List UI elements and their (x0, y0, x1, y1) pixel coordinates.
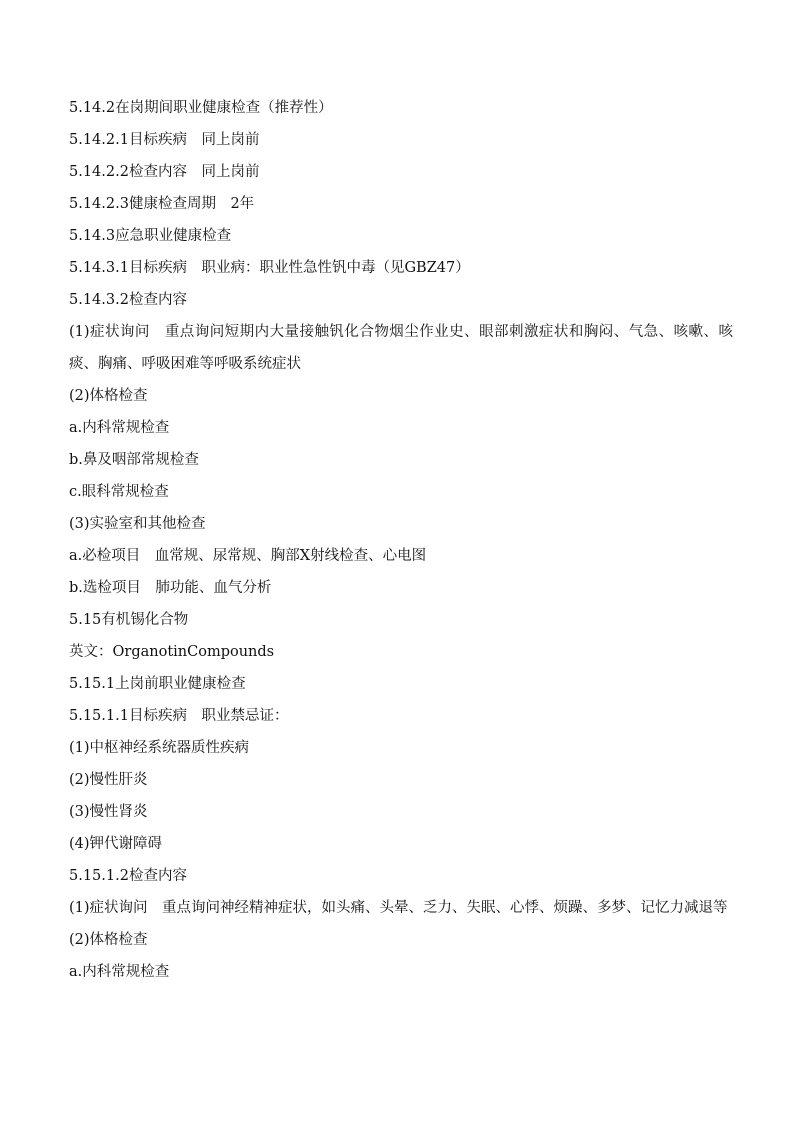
text-line: 5.14.3.2检查内容 (69, 292, 187, 308)
text-line: (2)体格检查 (69, 388, 148, 404)
heading-5-14-2: 5.14.2在岗期间职业健康检查（推荐性） (69, 100, 333, 116)
text-line: 5.14.3.1目标疾病 职业病：职业性急性钒中毒（见GBZ47） (69, 260, 470, 276)
list-item: (3)慢性肾炎 (69, 804, 148, 820)
list-item: a.内科常规检查 (69, 964, 170, 980)
text-line: 5.14.2.1目标疾病 同上岗前 (69, 132, 260, 148)
heading-5-14-3: 5.14.3应急职业健康检查 (69, 228, 232, 244)
list-item: (2)慢性肝炎 (69, 772, 148, 788)
heading-5-15: 5.15有机锡化合物 (69, 612, 189, 628)
document-body (69, 92, 733, 988)
paragraph-symptom-inquiry: (1)症状询问 重点询问短期内大量接触钒化合物烟尘作业史、眼部刺激症状和胸闷、气急、咳嗽、咳痰、胸痛、呼吸困难等呼吸系统症状 (69, 324, 733, 372)
text-line: 5.14.2.3健康检查周期 2年 (69, 196, 255, 212)
list-item: a.必检项目 血常规、尿常规、胸部X射线检查、心电图 (69, 548, 427, 564)
list-item: (4)钾代谢障碍 (69, 836, 163, 852)
english-name: 英文：OrganotinCompounds (69, 644, 275, 660)
text-line: (2)体格检查 (69, 932, 148, 948)
heading-5-15-1: 5.15.1上岗前职业健康检查 (69, 676, 246, 692)
paragraph-symptom-inquiry: (1)症状询问 重点询问神经精神症状，如头痛、头晕、乏力、失眠、心悸、烦躁、多梦、记忆力减退等 (69, 900, 728, 916)
text-line: 5.15.1.2检查内容 (69, 868, 187, 884)
text-line: (3)实验室和其他检查 (69, 516, 206, 532)
list-item: a.内科常规检查 (69, 420, 170, 436)
text-line: 5.14.2.2检查内容 同上岗前 (69, 164, 260, 180)
list-item: (1)中枢神经系统器质性疾病 (69, 740, 250, 756)
list-item: b.选检项目 肺功能、血气分析 (69, 580, 272, 596)
text-line: 5.15.1.1目标疾病 职业禁忌证： (69, 708, 289, 724)
list-item: b.鼻及咽部常规检查 (69, 452, 199, 468)
list-item: c.眼科常规检查 (69, 484, 169, 500)
